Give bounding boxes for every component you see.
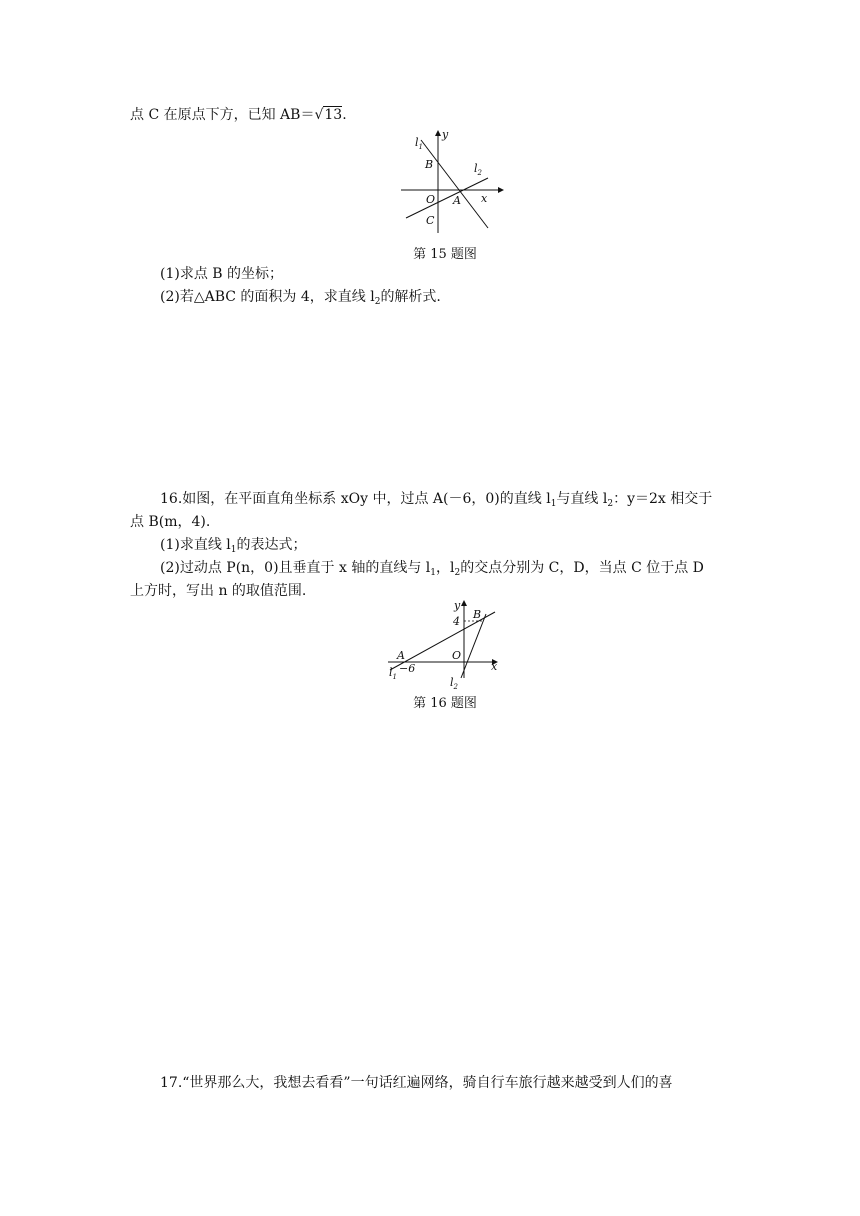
q16-part1-sub: 1 bbox=[230, 545, 237, 555]
q15-part2-text-b: 的解析式. bbox=[380, 289, 441, 305]
q15-x-arrow bbox=[498, 187, 504, 193]
q15-part2-text-a: (2)若△ABC 的面积为 4，求直线 l bbox=[160, 289, 375, 305]
q16-line1-a: 16.如图，在平面直角坐标系 xOy 中，过点 A(－6，0)的直线 l bbox=[160, 491, 551, 507]
q16-y-arrow bbox=[461, 600, 467, 606]
q16-part1-a: (1)求直线 l bbox=[160, 537, 231, 553]
q16-part1-b: 的表达式； bbox=[236, 537, 307, 553]
q15-label-A: A bbox=[453, 194, 461, 207]
q15-part2-sub: 2 bbox=[374, 297, 381, 307]
q16-caption: 第 16 题图 bbox=[413, 696, 477, 711]
q15-label-x: x bbox=[481, 192, 488, 205]
q15-y-arrow bbox=[435, 130, 441, 136]
q17-line1: 17.“世界那么大，我想去看看”一句话红遍网络，骑自行车旅行越来越受到人们的喜 bbox=[160, 1075, 673, 1091]
q15-part2 bbox=[160, 287, 441, 307]
sqrt-sign: √ bbox=[314, 107, 324, 123]
q16-part2-line2: 上方时，写出 n 的取值范围. bbox=[130, 583, 307, 599]
q16-line2: 点 B(m，4). bbox=[130, 514, 211, 530]
q16-line1 bbox=[160, 489, 712, 509]
q16-label-A: A bbox=[397, 649, 405, 662]
q16-label-y: y bbox=[454, 599, 461, 612]
q16-part1 bbox=[160, 535, 307, 555]
q15-label-B: B bbox=[425, 158, 434, 171]
q15-label-y: y bbox=[442, 128, 449, 141]
q16-line1-sub1: 1 bbox=[550, 499, 557, 509]
q16-label-x: x bbox=[491, 660, 498, 673]
q16-part2-sub1: 1 bbox=[430, 568, 437, 578]
q15-sqrt-radicand: 13 bbox=[324, 107, 343, 123]
q16-part2-a: (2)过动点 P(n，0)且垂直于 x 轴的直线与 l bbox=[160, 560, 431, 576]
q15-part1: (1)求点 B 的坐标； bbox=[160, 266, 284, 282]
q16-label-l2: $l_2$ bbox=[450, 676, 458, 691]
q16-line1-b: 与直线 l bbox=[556, 491, 608, 507]
q15-caption: 第 15 题图 bbox=[413, 247, 477, 262]
q16-label-l1: $l_1$ bbox=[389, 666, 397, 681]
q16-part2-sub2: 2 bbox=[454, 568, 461, 578]
q16-part2 bbox=[160, 558, 704, 578]
q16-part2-b: ，l bbox=[436, 560, 455, 576]
q15-figure bbox=[398, 128, 508, 238]
q16-line1-sub2: 2 bbox=[607, 499, 614, 509]
q16-line1-c: ：y＝2x 相交于 bbox=[613, 491, 713, 507]
q16-label-O: O bbox=[452, 649, 462, 662]
q16-part2-c: 的交点分别为 C，D，当点 C 位于点 D bbox=[460, 560, 704, 576]
q15-label-O: O bbox=[426, 193, 436, 206]
q15-label-l2: $l_2$ bbox=[474, 162, 482, 177]
q16-figure bbox=[385, 598, 505, 693]
q15-intro bbox=[130, 105, 347, 125]
q15-intro-text: 点 C 在原点下方，已知 AB＝ bbox=[130, 107, 315, 123]
q15-intro-end: . bbox=[342, 107, 347, 123]
q16-label-4: 4 bbox=[453, 615, 460, 628]
q15-label-l1: $l_1$ bbox=[415, 136, 423, 151]
q16-label-B: B bbox=[473, 608, 482, 621]
q15-label-C: C bbox=[426, 214, 435, 227]
q16-label-neg6: −6 bbox=[399, 662, 416, 675]
